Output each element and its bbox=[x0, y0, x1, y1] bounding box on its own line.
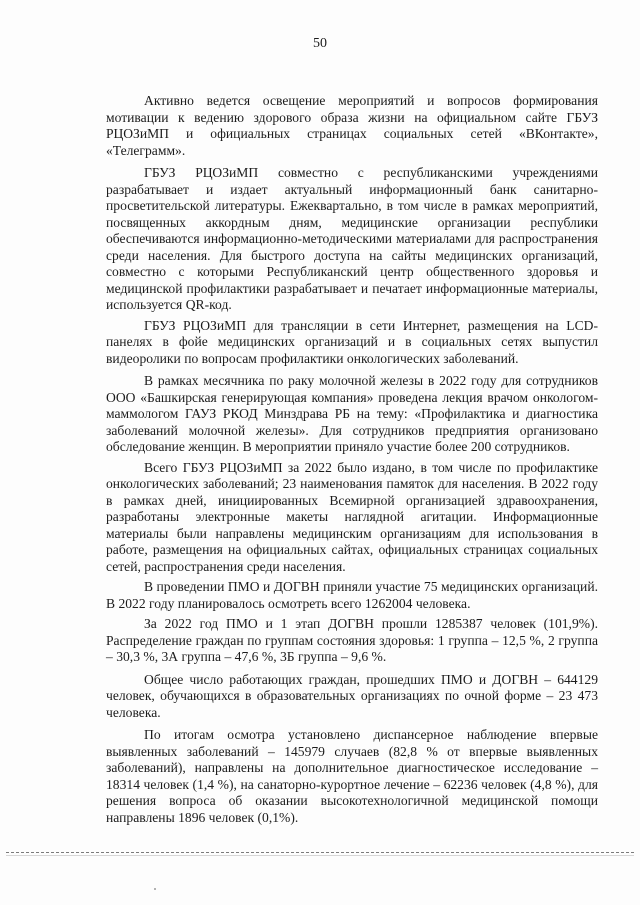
paragraph-pmo-participation: В проведении ПМО и ДОГВН приняли участие 75 медицинских организаций. В 2022 году планировалось осмотреть всего 1262004 человека. bbox=[106, 579, 598, 611]
page-number: 50 bbox=[313, 36, 327, 51]
body-text bbox=[106, 93, 598, 826]
scan-edge-line bbox=[6, 852, 634, 853]
scan-edge-shadow bbox=[6, 855, 634, 856]
paragraph-breast-cancer-month: В рамках месячника по раку молочной железы в 2022 году для сотрудников ООО «Башкирская генерирующая компания» проведена лекция врачом онкологом-маммологом ГАУЗ РКОД Минздрава РБ на тему: «Профилактика и диагностика заболеваний молочной железы». Для сотрудников предприятия организовано обследование женщин. В мероприятии приняло участие более 200 сотрудников. bbox=[106, 373, 598, 454]
paragraph-information-bank: ГБУЗ РЦОЗиМП совместно с республиканскими учреждениями разрабатывает и издает актуальный информационный банк санитарно-просветительской литературы. Ежеквартально, в том числе в рамках мероприятий, посвященных аккордным дням, медицинские организации республики обеспечиваются информационно-методическими материалами для распространения среди населения. Для быстрого доступа на сайты медицинских организаций, совместно с которыми Республиканский центр общественного здоровья и медицинской профилактики разрабатывает и печатает информационные материалы, используется QR-код. bbox=[106, 165, 598, 312]
paragraph-examination-outcomes: По итогам осмотра установлено диспансерное наблюдение впервые выявленных заболеваний – 145979 случаев (82,8 % от впервые выявленных заболеваний), направлены на дополнительное диагностическое исследование – 18314 человек (1,4 %), на санаторно-курортное лечение – 62236 человек (4,8 %), для решения вопроса об оказании высокотехнологичной медицинской помощи направлены 1896 человек (0,1%). bbox=[106, 727, 598, 825]
scan-speck bbox=[154, 888, 156, 890]
paragraph-publications: Всего ГБУЗ РЦОЗиМП за 2022 было издано, в том числе по профилактике онкологических заболеваний; 23 наименования памяток для населения. В 2022 году в рамках дней, инициированных Всемирной организацией здравоохранения, разработаны электронные макеты наглядной агитации. Информационные материалы были направлены медицинским организациям для использования в работе, размещения на официальных сайтах, официальных страницах социальных сетей, распространения среди населения. bbox=[106, 459, 598, 574]
paragraph-pmo-results: За 2022 год ПМО и 1 этап ДОГВН прошли 1285387 человек (101,9%). Распределение граждан по группам состояния здоровья: 1 группа – 12,5 %, 2 группа – 30,3 %, 3А группа – 47,6 %, 3Б группа – 9,6 %. bbox=[106, 616, 598, 664]
paragraph-media-coverage: Активно ведется освещение мероприятий и вопросов формирования мотивации к ведению здорового образа жизни на официальном сайте ГБУЗ РЦОЗиМП и официальных страницах социальных сетей «ВКонтакте», «Телеграмм». bbox=[106, 93, 598, 158]
paragraph-videos: ГБУЗ РЦОЗиМП для трансляции в сети Интернет, размещения на LCD-панелях в фойе медицинских организаций и в социальных сетях выпустил видеоролики по вопросам профилактики онкологических заболеваний. bbox=[106, 317, 598, 366]
paragraph-working-citizens: Общее число работающих граждан, прошедших ПМО и ДОГВН – 644129 человек, обучающихся в образовательных организациях по очной форме – 23 473 человека. bbox=[106, 671, 598, 720]
